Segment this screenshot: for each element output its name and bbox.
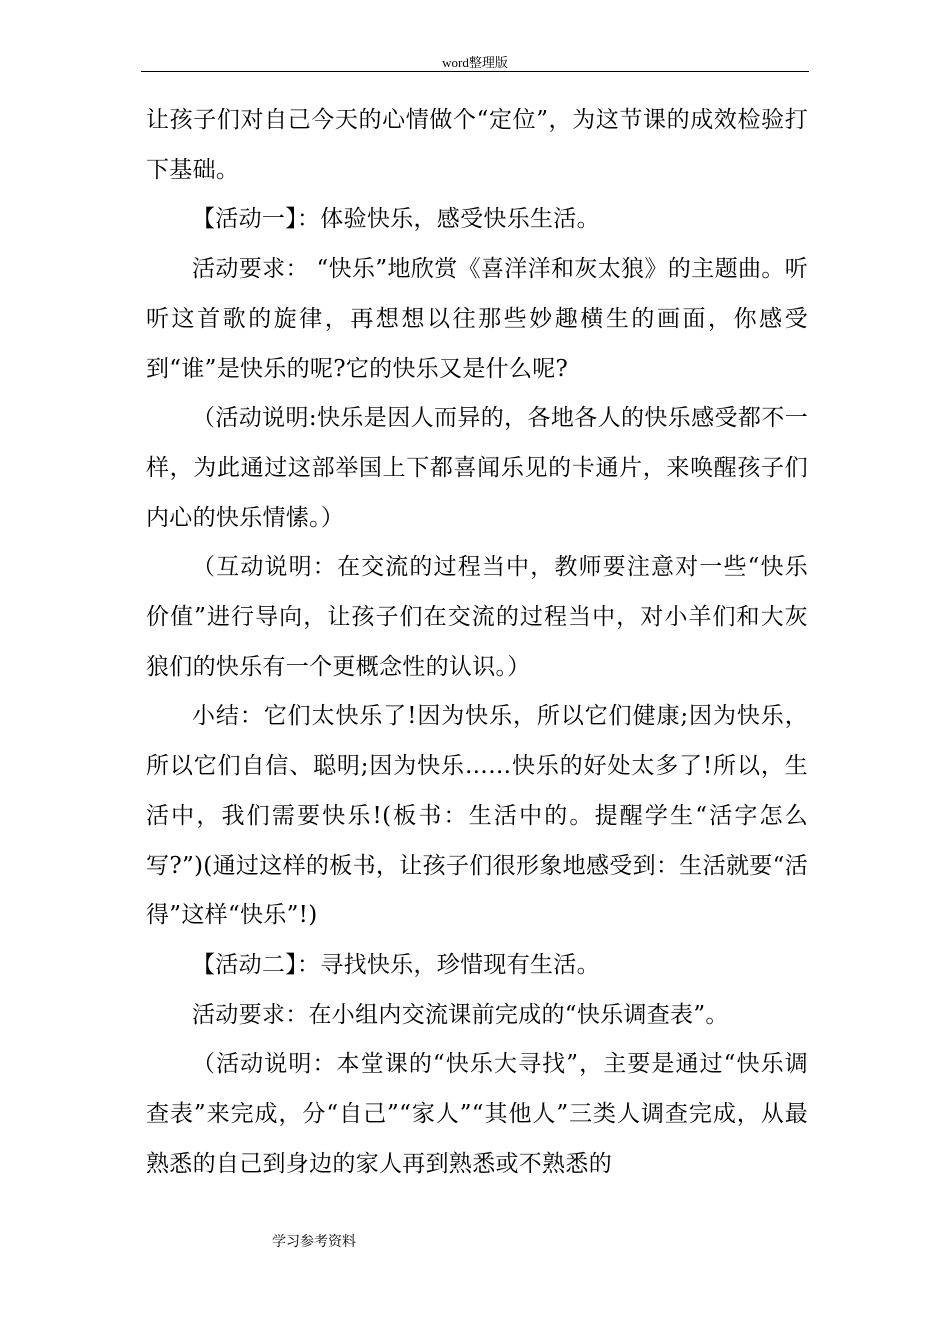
activity-one-explanation: （活动说明:快乐是因人而异的，各地各人的快乐感受都不一样，为此通过这部举国上下都喜闻乐见的卡通片，来唤醒孩子们内心的快乐情愫。） xyxy=(146,405,808,531)
activity-two-requirement: 活动要求：在小组内交流课前完成的“快乐调查表”。 xyxy=(192,1001,729,1028)
summary-paragraph: 小结：它们太快乐了!因为快乐，所以它们健康;因为快乐，所以它们自信、聪明;因为快乐……快乐的好处太多了!所以，生活中，我们需要快乐!(板书：生活中的。提醒学生“活字怎么写?”)(通过这样的板书，让孩子们很形象地感受到：生活就要“活得”这样“快乐”!) xyxy=(146,703,808,929)
document-body xyxy=(146,96,808,1189)
activity-two-explanation: （活动说明：本堂课的“快乐大寻找”，主要是通过“快乐调查表”来完成，分“自己”“家人”“其他人”三类人调查完成，从最熟悉的自己到身边的家人再到熟悉或不熟悉的 xyxy=(146,1051,808,1177)
activity-two-heading: 【活动二】：寻找快乐，珍惜现有生活。 xyxy=(192,951,600,978)
paragraph-continuation: 让孩子们对自己今天的心情做个“定位”，为这节课的成效检验打下基础。 xyxy=(146,107,808,183)
activity-one-requirement: 活动要求： “快乐”地欣赏《喜洋洋和灰太狼》的主题曲。听听这首歌的旋律，再想想以往那些妙趣横生的画面，你感受到“谁”是快乐的呢?它的快乐又是什么呢? xyxy=(146,256,808,382)
activity-one-heading: 【活动一】：体验快乐，感受快乐生活。 xyxy=(192,206,600,233)
header-rule xyxy=(141,71,809,72)
interaction-explanation: （互动说明：在交流的过程当中，教师要注意对一些“快乐价值”进行导向，让孩子们在交流的过程当中，对小羊们和大灰狼们的快乐有一个更概念性的认识。） xyxy=(146,554,808,680)
page-footer: 学习参考资料 xyxy=(272,1234,356,1250)
page-header: word整理版 xyxy=(442,55,508,70)
